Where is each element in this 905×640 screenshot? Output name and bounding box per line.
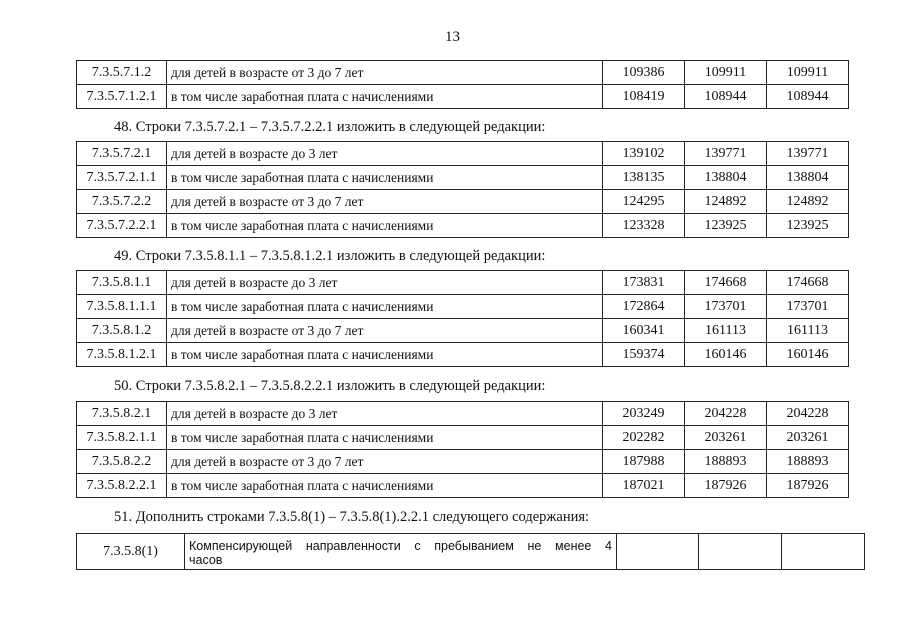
row-code: 7.3.5.7.2.2.1 xyxy=(77,214,167,238)
row-value-2: 109911 xyxy=(685,61,767,85)
table-row xyxy=(77,402,849,426)
row-value-2: 203261 xyxy=(685,426,767,450)
row-code: 7.3.5.8.1.1 xyxy=(77,271,167,295)
row-code: 7.3.5.8.1.1.1 xyxy=(77,295,167,319)
row-value-1 xyxy=(617,534,699,570)
row-value-3: 138804 xyxy=(767,166,849,190)
table-row xyxy=(77,343,849,367)
row-code: 7.3.5.8(1) xyxy=(77,534,185,570)
row-value-3: 161113 xyxy=(767,319,849,343)
row-value-3: 160146 xyxy=(767,343,849,367)
rates-table-section-48 xyxy=(76,141,849,238)
row-description: в том числе заработная плата с начислениями xyxy=(167,295,603,319)
row-code: 7.3.5.8.2.1 xyxy=(77,402,167,426)
row-value-3: 109911 xyxy=(767,61,849,85)
row-description: в том числе заработная плата с начислениями xyxy=(167,474,603,498)
table-row xyxy=(77,474,849,498)
row-description: в том числе заработная плата с начислениями xyxy=(167,85,603,109)
row-description: в том числе заработная плата с начислениями xyxy=(167,426,603,450)
table-row xyxy=(77,534,865,570)
row-code: 7.3.5.7.2.2 xyxy=(77,190,167,214)
row-value-2: 108944 xyxy=(685,85,767,109)
row-value-1: 160341 xyxy=(603,319,685,343)
rates-table-top xyxy=(76,60,849,109)
row-code: 7.3.5.7.1.2 xyxy=(77,61,167,85)
row-value-2: 187926 xyxy=(685,474,767,498)
row-value-1: 203249 xyxy=(603,402,685,426)
row-value-1: 172864 xyxy=(603,295,685,319)
row-value-2: 123925 xyxy=(685,214,767,238)
row-value-2: 160146 xyxy=(685,343,767,367)
row-description: в том числе заработная плата с начислениями xyxy=(167,214,603,238)
row-description: для детей в возрасте от 3 до 7 лет xyxy=(167,319,603,343)
table-row xyxy=(77,450,849,474)
row-description: в том числе заработная плата с начислениями xyxy=(167,166,603,190)
row-description xyxy=(185,534,617,570)
table-row xyxy=(77,295,849,319)
row-value-2: 188893 xyxy=(685,450,767,474)
row-value-3: 174668 xyxy=(767,271,849,295)
row-description: в том числе заработная плата с начислениями xyxy=(167,343,603,367)
row-code: 7.3.5.7.2.1.1 xyxy=(77,166,167,190)
row-value-1: 108419 xyxy=(603,85,685,109)
rates-table-section-50 xyxy=(76,401,849,498)
row-description: для детей в возрасте до 3 лет xyxy=(167,142,603,166)
row-value-3: 187926 xyxy=(767,474,849,498)
row-code: 7.3.5.8.2.1.1 xyxy=(77,426,167,450)
row-value-3 xyxy=(782,534,865,570)
row-value-1: 109386 xyxy=(603,61,685,85)
row-value-3: 188893 xyxy=(767,450,849,474)
row-description-line-2: часов xyxy=(189,552,223,567)
row-value-1: 159374 xyxy=(603,343,685,367)
table-row xyxy=(77,426,849,450)
row-value-3: 173701 xyxy=(767,295,849,319)
row-description: для детей в возрасте до 3 лет xyxy=(167,402,603,426)
row-description: для детей в возрасте до 3 лет xyxy=(167,271,603,295)
row-value-1: 202282 xyxy=(603,426,685,450)
row-code: 7.3.5.8.2.2.1 xyxy=(77,474,167,498)
rates-table-section-51 xyxy=(76,533,865,570)
section-48-heading: 48. Строки 7.3.5.7.2.1 – 7.3.5.7.2.2.1 изложить в следующей редакции: xyxy=(114,119,546,135)
row-value-1: 124295 xyxy=(603,190,685,214)
row-value-3: 203261 xyxy=(767,426,849,450)
section-51-heading: 51. Дополнить строками 7.3.5.8(1) – 7.3.5.8(1).2.2.1 следующего содержания: xyxy=(114,509,590,525)
row-code: 7.3.5.8.2.2 xyxy=(77,450,167,474)
row-value-1: 123328 xyxy=(603,214,685,238)
table-row xyxy=(77,190,849,214)
section-49-heading: 49. Строки 7.3.5.8.1.1 – 7.3.5.8.1.2.1 изложить в следующей редакции: xyxy=(114,248,546,264)
table-row xyxy=(77,85,849,109)
rates-table-section-49 xyxy=(76,270,849,367)
row-code: 7.3.5.8.1.2.1 xyxy=(77,343,167,367)
row-value-3: 204228 xyxy=(767,402,849,426)
row-value-2: 139771 xyxy=(685,142,767,166)
row-value-2: 161113 xyxy=(685,319,767,343)
row-value-1: 138135 xyxy=(603,166,685,190)
row-code: 7.3.5.7.1.2.1 xyxy=(77,85,167,109)
table-row xyxy=(77,61,849,85)
row-value-3: 139771 xyxy=(767,142,849,166)
row-value-2: 124892 xyxy=(685,190,767,214)
row-code: 7.3.5.7.2.1 xyxy=(77,142,167,166)
row-value-1: 139102 xyxy=(603,142,685,166)
row-value-3: 124892 xyxy=(767,190,849,214)
table-row xyxy=(77,271,849,295)
row-code: 7.3.5.8.1.2 xyxy=(77,319,167,343)
row-value-2 xyxy=(699,534,782,570)
table-row xyxy=(77,319,849,343)
row-value-3: 108944 xyxy=(767,85,849,109)
table-row xyxy=(77,166,849,190)
row-value-3: 123925 xyxy=(767,214,849,238)
table-row xyxy=(77,142,849,166)
row-value-2: 204228 xyxy=(685,402,767,426)
section-50-heading: 50. Строки 7.3.5.8.2.1 – 7.3.5.8.2.2.1 изложить в следующей редакции: xyxy=(114,378,546,394)
table-row xyxy=(77,214,849,238)
row-value-2: 173701 xyxy=(685,295,767,319)
row-value-2: 174668 xyxy=(685,271,767,295)
page-number: 13 xyxy=(445,29,460,45)
row-value-1: 187988 xyxy=(603,450,685,474)
row-description: для детей в возрасте от 3 до 7 лет xyxy=(167,190,603,214)
row-value-1: 187021 xyxy=(603,474,685,498)
row-value-2: 138804 xyxy=(685,166,767,190)
row-description: для детей в возрасте от 3 до 7 лет xyxy=(167,61,603,85)
row-description-line-1: Компенсирующей направленности с пребыванием не менее 4 xyxy=(189,538,612,553)
row-description: для детей в возрасте от 3 до 7 лет xyxy=(167,450,603,474)
row-value-1: 173831 xyxy=(603,271,685,295)
